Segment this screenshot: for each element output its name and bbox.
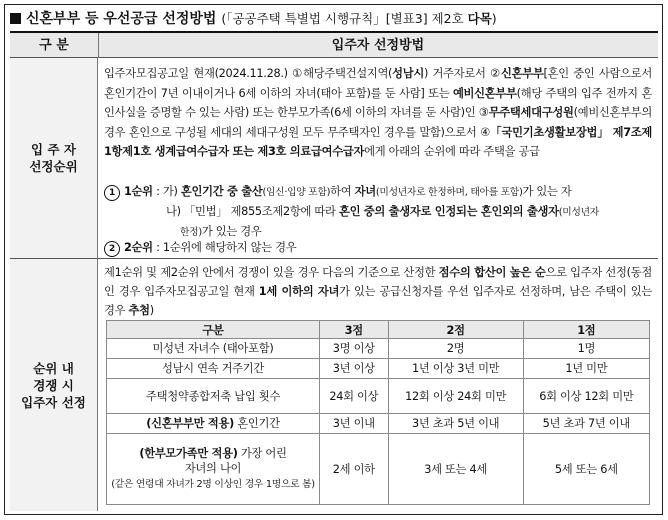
text-seg: 제1순위 및 제2순위 안에서 경쟁이 있을 경우 다음의 기준으로 산정한 — [104, 266, 439, 279]
text-seg: 무주택세대구성원 — [488, 106, 574, 119]
circle-number-icon: 2 — [104, 241, 120, 257]
text-seg: 자녀 — [354, 185, 376, 198]
score-col-3pt: 3점 — [320, 321, 389, 339]
table-cell — [107, 414, 320, 434]
table-cell: 2명 — [388, 339, 523, 359]
table-row — [107, 339, 650, 359]
table-cell: 2세 이하 — [320, 434, 389, 505]
table-cell: 3년 이내 — [320, 414, 389, 434]
table-row — [107, 434, 650, 505]
text-seg: 에게 아래의 순위에 따라 주택을 공급 — [364, 145, 540, 158]
score-table-header — [107, 321, 650, 339]
text-seg: 혼인 중의 출생자로 인정되는 혼인외의 출생자 — [338, 205, 559, 218]
page-title — [10, 8, 497, 28]
table-row — [107, 414, 650, 434]
text-seg: 혼인기간 — [233, 417, 280, 430]
title-main: 신혼부부 등 우선공급 선정방법 — [26, 11, 217, 27]
priority-1 — [104, 182, 652, 242]
text-seg: 신혼부부 — [501, 67, 544, 80]
table-cell: 3명 이상 — [320, 339, 389, 359]
text-seg: 점수의 합산이 높은 순 — [438, 266, 546, 279]
header-category: 구 분 — [10, 33, 99, 58]
score-col-1pt: 1점 — [523, 321, 649, 339]
text-seg: [혼인 중인 사람으로서 혼인기간이 7년 이내이거나 6세 이하의 자녀(태아 포함)를 둔 사람] 또는 — [104, 67, 652, 100]
eligibility-paragraph — [104, 64, 652, 162]
table-row — [107, 359, 650, 379]
table-row — [107, 379, 650, 414]
text-seg: : 1순위에 해당하지 않는 경우 — [152, 241, 297, 254]
text-seg: ) 거주자로서 ② — [424, 67, 502, 80]
score-table — [106, 320, 650, 505]
table-header — [10, 31, 658, 58]
priority-1-label: 1순위 — [124, 185, 153, 198]
section2-label-line1: 순위 내 — [33, 360, 74, 376]
header-method: 입주자 선정방법 — [331, 38, 425, 53]
priority-2 — [104, 238, 652, 257]
text-seg: 가 있는 공급신청자를 우선 입주자로 선정하며, 남은 주택이 있는 경우 — [104, 285, 652, 317]
square-bullet-icon — [10, 13, 21, 24]
section1-content — [98, 58, 658, 259]
text-seg: (같은 연령대 자녀가 2명 이상인 경우 1명으로 봄) — [111, 479, 315, 490]
section2-content — [98, 259, 658, 511]
title-source-close: ) — [491, 11, 497, 26]
score-col-category: 구분 — [107, 321, 320, 339]
priority-2-label: 2순위 — [124, 241, 153, 254]
table-cell: 24회 이상 — [320, 379, 389, 414]
table-cell: 5세 또는 6세 — [523, 434, 649, 505]
section2-label — [10, 259, 98, 511]
text-seg: (신혼부부만 적용) — [146, 417, 234, 430]
title-source-open: (「공공주택 특별법 시행규칙」[별표3] 제2호 — [221, 11, 468, 26]
circle-number-icon: 1 — [104, 185, 120, 201]
table-cell: 성남시 연속 거주기간 — [107, 359, 320, 379]
text-seg: 1세 이하의 자녀 — [258, 285, 340, 298]
text-seg: ) — [149, 304, 154, 317]
text-seg: 혼인기간 중 출산 — [180, 185, 263, 198]
text-seg: (해당 주택의 입주 전까지 혼인사실을 증명할 수 있는 사람) 또는 한부모가족(6세 이하의 자녀를 둔 사람)인 ③ — [104, 86, 652, 119]
text-seg: : 가) — [152, 185, 181, 198]
table-cell: 1명 — [523, 339, 649, 359]
text-seg: 하여 — [330, 185, 355, 198]
table-cell: 5년 초과 7년 이내 — [523, 414, 649, 434]
text-seg: 성남시 — [392, 67, 425, 80]
table-cell: 3세 또는 4세 — [388, 434, 523, 505]
table-cell: 12회 이상 24회 미만 — [388, 379, 523, 414]
table-cell: 1년 미만 — [523, 359, 649, 379]
title-source — [221, 11, 496, 26]
title-source-bold: 다목 — [467, 11, 492, 26]
table-cell: 주택청약종합저축 납입 횟수 — [107, 379, 320, 414]
text-seg: 한정) — [180, 227, 202, 238]
text-seg: (미성년자 — [558, 207, 599, 218]
table-cell: 1년 이상 3년 미만 — [388, 359, 523, 379]
text-seg: (예비신혼부부의 경우 혼인으로 구성될 세대의 세대구성원 모두 무주택자인 경우를 말함)으로서 ④ — [104, 106, 652, 139]
text-seg: 입주자모집공고일 현재(2024.11.28.) ①해당주택건설지역( — [104, 67, 393, 80]
table-cell — [107, 434, 320, 505]
text-seg: (미성년자로 한정하며, 태아를 포함) — [375, 187, 523, 198]
section1-label — [10, 58, 98, 259]
text-seg: 가 있는 자 — [522, 185, 572, 198]
section1-label-line1: 입 주 자 — [31, 142, 76, 157]
text-seg: 자녀의 나이 — [184, 462, 242, 475]
table-cell: 미성년 자녀수 (태아포함) — [107, 339, 320, 359]
table-cell: 3년 초과 5년 이내 — [388, 414, 523, 434]
text-seg: (임신·입양 포함) — [262, 187, 331, 198]
section1-label-line2: 선정순위 — [29, 159, 78, 174]
text-seg: 으로 입주자 선정(동점인 경우 입주자모집공고일 현재 — [104, 266, 652, 298]
text-seg: 예비신혼부부 — [452, 86, 517, 100]
section2-label-line3: 입주자 선정 — [21, 394, 86, 410]
text-seg: (한부모가족만 적용) — [139, 447, 238, 460]
section2-label-line2: 경쟁 시 — [33, 377, 74, 393]
table-cell: 3년 이상 — [320, 359, 389, 379]
table-cell: 6회 이상 12회 미만 — [523, 379, 649, 414]
text-seg: 나) 「민법」 제855조제2항에 따라 — [166, 205, 339, 218]
text-seg: 가장 어린 — [237, 447, 287, 460]
tiebreak-paragraph — [104, 263, 652, 320]
text-seg: 「국민기초생활보장법」 제7조제1항제1호 생계급여수급자 또는 제3호 의료급여수급자 — [104, 125, 652, 158]
text-seg: 추첨 — [128, 304, 150, 317]
score-col-2pt: 2점 — [388, 321, 523, 339]
text-seg: 가 있는 경우 — [201, 225, 262, 238]
